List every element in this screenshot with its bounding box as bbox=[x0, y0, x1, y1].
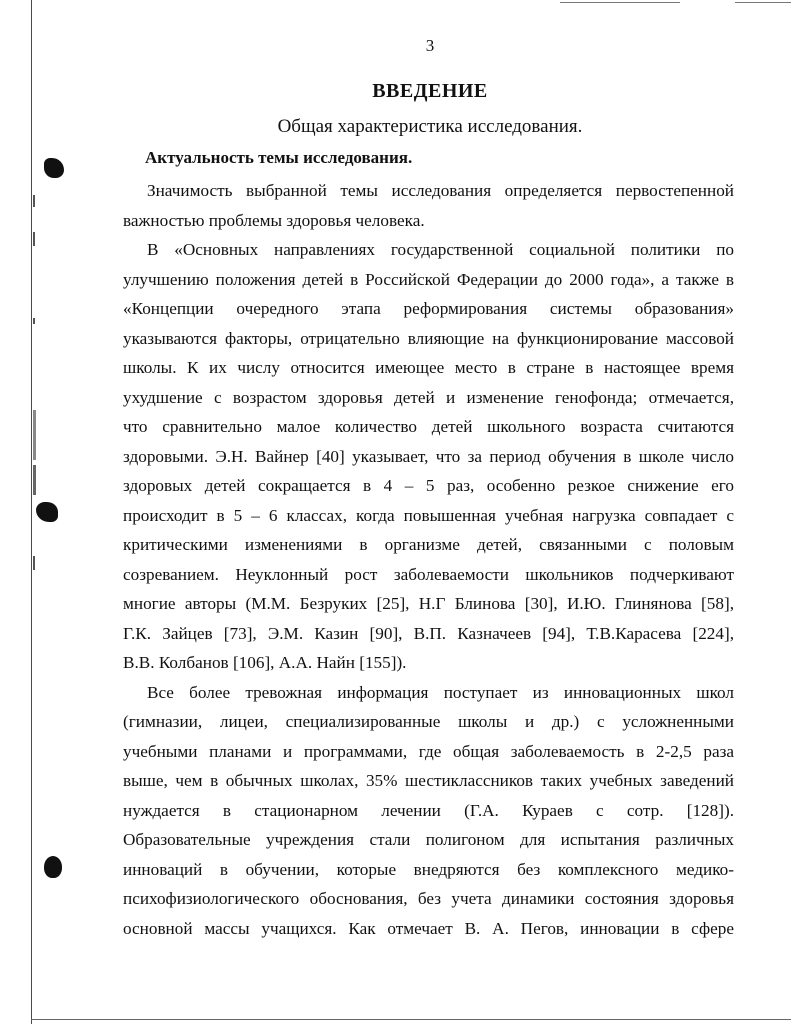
text-line: В «Основных направлениях государственной социальной политики по bbox=[147, 240, 734, 259]
punch-hole-mark bbox=[44, 158, 64, 178]
text-line: учебными планами и программами, где общая заболеваемость в 2-2,5 раза bbox=[123, 741, 734, 761]
text-line: школы. К их числу относится имеющее место в стране в настоящее время bbox=[123, 358, 734, 377]
chapter-title: ВВЕДЕНИЕ bbox=[372, 80, 488, 102]
punch-hole-mark bbox=[36, 502, 58, 522]
text-line: выше, чем в обычных школах, 35% шестиклассников таких учебных заведений bbox=[123, 771, 734, 790]
scan-artifact bbox=[33, 556, 35, 570]
text-line: указываются факторы, отрицательно влияющие на функционирование массовой bbox=[123, 328, 734, 348]
text-line: что сравнительно малое количество детей школьного возраста считаются bbox=[123, 417, 734, 436]
scan-edge-top-right bbox=[735, 2, 791, 3]
text-line: важностью проблемы здоровья человека. bbox=[123, 210, 425, 230]
text-line: многие авторы (М.М. Безруких [25], Н.Г Блинова [30], И.Ю. Глинянова [58], bbox=[123, 594, 734, 613]
text-line: здоровых детей сокращается в 4 – 5 раз, особенно резкое снижение его bbox=[123, 476, 734, 495]
scan-artifact bbox=[33, 232, 35, 246]
body-text bbox=[123, 176, 734, 943]
text-line: Образовательные учреждения стали полигоном для испытания различных bbox=[123, 830, 734, 849]
text-line: В.В. Колбанов [106], А.А. Найн [155]). bbox=[123, 653, 407, 672]
scan-edge-bottom bbox=[31, 1019, 791, 1020]
chapter-subtitle: Общая характеристика исследования. bbox=[277, 116, 583, 137]
text-line: критическими изменениями в организме детей, связанными с половым bbox=[123, 535, 734, 554]
scan-artifact bbox=[33, 410, 36, 460]
text-line: здоровыми. Э.Н. Вайнер [40] указывает, что за период обучения в школе число bbox=[123, 446, 734, 466]
text-line: «Концепции очередного этапа реформирования системы образования» bbox=[123, 299, 734, 318]
text-line: основной массы учащихся. Как отмечает В. А. Пегов, инновации в сфере bbox=[123, 918, 734, 938]
scan-artifact bbox=[33, 465, 36, 495]
section-heading: Актуальность темы исследования. bbox=[145, 148, 413, 167]
text-line: происходит в 5 – 6 классах, когда повышенная учебная нагрузка совпадает с bbox=[123, 505, 734, 525]
text-line: (гимназии, лицеи, специализированные школы и др.) с усложненными bbox=[123, 712, 734, 731]
page-number: 3 bbox=[425, 36, 435, 55]
text-line: улучшению положения детей в Российской Федерации до 2000 года», а также в bbox=[123, 269, 734, 289]
text-line: инноваций в обучении, которые внедряются без комплексного медико- bbox=[123, 859, 734, 879]
punch-hole-mark bbox=[44, 856, 62, 878]
text-line: Г.К. Зайцев [73], Э.М. Казин [90], В.П. Казначеев [94], Т.В.Карасева [224], bbox=[123, 623, 734, 643]
text-line: нуждается в стационарном лечении (Г.А. Кураев с сотр. [128]). bbox=[123, 800, 734, 820]
text-line: психофизиологического обоснования, без учета динамики состояния здоровья bbox=[123, 889, 734, 908]
scan-edge-left bbox=[31, 0, 32, 1024]
scan-artifact bbox=[33, 318, 35, 324]
text-line: ухудшение с возрастом здоровья детей и изменение генофонда; отмечается, bbox=[123, 387, 734, 407]
scan-edge-top bbox=[560, 2, 680, 3]
text-line: Значимость выбранной темы исследования определяется первостепенной bbox=[147, 181, 734, 200]
scan-artifact bbox=[33, 195, 35, 207]
text-line: созреванием. Неуклонный рост заболеваемости школьников подчеркивают bbox=[123, 564, 734, 584]
text-line: Все более тревожная информация поступает из инновационных школ bbox=[147, 682, 734, 702]
